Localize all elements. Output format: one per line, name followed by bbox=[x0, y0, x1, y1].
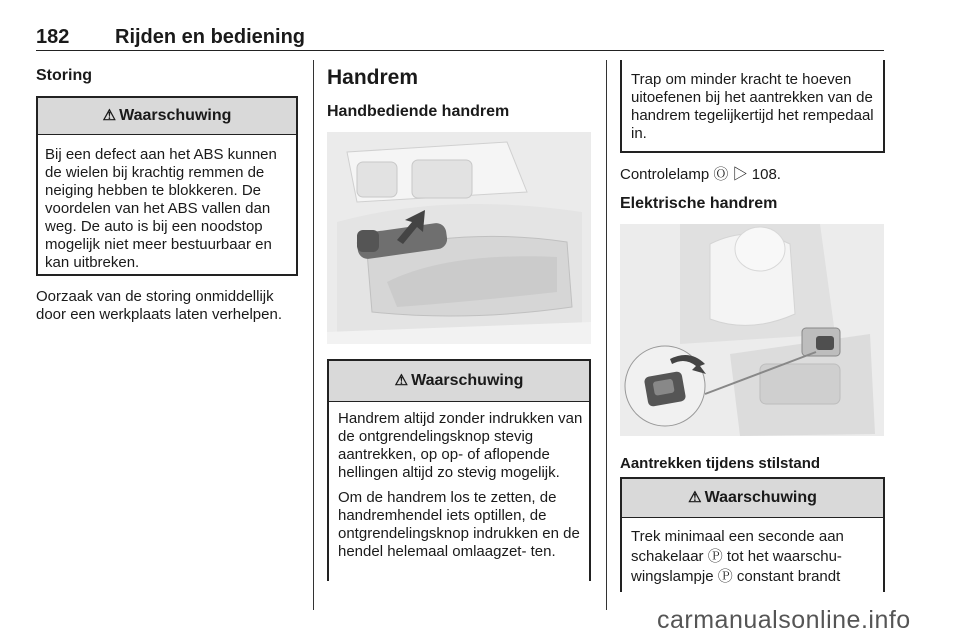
brake-lamp-icon: Ⓞ bbox=[713, 166, 729, 183]
subheading-handbediende-handrem: Handbediende handrem bbox=[327, 103, 510, 120]
storing-text: Oorzaak van de storing onmiddellijk door een werkplaats laten verhelpen. bbox=[36, 288, 282, 323]
subheading-elektrische-handrem: Elektrische handrem bbox=[620, 195, 778, 212]
warning-box-continued bbox=[620, 60, 885, 153]
electric-parking-brake-image bbox=[620, 224, 884, 436]
chapter-title: Rijden en bediening bbox=[115, 26, 306, 48]
page-reference: 108. bbox=[751, 166, 781, 183]
warning-triangle-icon: ⚠ bbox=[688, 489, 702, 506]
warning-header bbox=[329, 361, 589, 402]
warning-text bbox=[622, 518, 883, 587]
section-heading-storing: Storing bbox=[36, 67, 92, 84]
warning-paragraph-1: Handrem altijd zonder indrukken van de ontgrendelingsknop stevig aantrekken, op op- of aflopende hellingen altijd zo stevig mogelijk. bbox=[338, 410, 583, 481]
warning-triangle-icon: ⚠ bbox=[394, 372, 409, 389]
warning-box-aantrekken bbox=[620, 477, 885, 592]
warning-header bbox=[38, 98, 296, 135]
page-reference-arrow-icon: ▷ bbox=[732, 166, 748, 183]
header-divider bbox=[36, 50, 884, 51]
warning-text: Bij een defect aan het ABS kunnen de wielen bij krachtig remmen de neiging hebben te blokkeren. De voordelen van het ABS vallen dan weg. De auto is bij een noodstop mogelijk niet meer bestuurbaar en kan uitbreken. bbox=[45, 146, 277, 271]
warning-line-3: wingslampje Ⓟ constant brandt bbox=[631, 568, 841, 585]
section-heading-handrem: Handrem bbox=[327, 66, 419, 89]
handbrake-lever-image bbox=[327, 132, 591, 344]
warning-triangle-icon: ⚠ bbox=[102, 107, 117, 124]
column-divider-2 bbox=[606, 60, 607, 610]
warning-paragraph-2: Om de handrem los te zetten, de handremhendel iets optillen, de ontgrendelingsknop indrukken en de hendel helemaal omlaagzet- ten. bbox=[338, 489, 580, 560]
controlelamp-line bbox=[620, 166, 781, 184]
watermark: carmanualsonline.info bbox=[657, 606, 911, 634]
page-number: 182 bbox=[36, 26, 70, 48]
column-divider-1 bbox=[313, 60, 314, 610]
warning-title: Waarschuwing bbox=[119, 107, 232, 124]
warning-box-abs bbox=[36, 96, 298, 276]
warning-continued-text: Trap om minder kracht te hoeven uitoefenen bij het aantrekken van de handrem tegelijkertijd het rempedaal in. bbox=[631, 71, 874, 142]
warning-box-handrem bbox=[327, 359, 591, 581]
warning-header bbox=[622, 479, 883, 518]
warning-title: Waarschuwing bbox=[704, 489, 817, 506]
warning-line-2: schakelaar Ⓟ tot het waarschu- bbox=[631, 548, 842, 565]
warning-line-1: Trek minimaal een seconde aan bbox=[631, 528, 844, 545]
subheading-aantrekken-stilstand: Aantrekken tijdens stilstand bbox=[620, 455, 821, 472]
warning-title: Waarschuwing bbox=[411, 372, 524, 389]
controlelamp-label: Controlelamp bbox=[620, 166, 710, 183]
